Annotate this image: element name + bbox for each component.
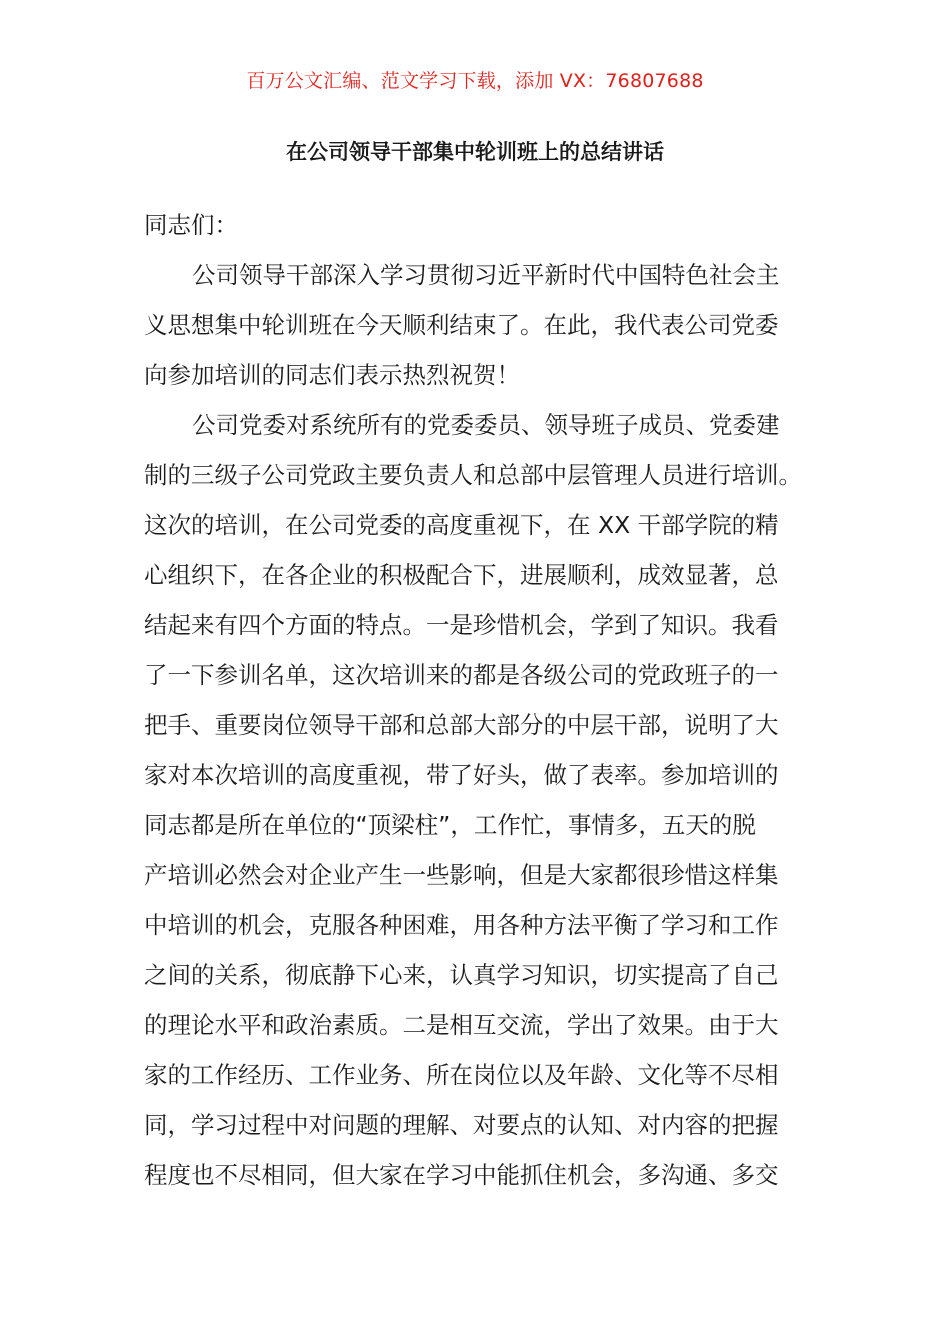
paragraph-line: 这次的培训，在公司党委的高度重视下，在 XX 干部学院的精	[144, 511, 779, 539]
paragraph-line: 家对本次培训的高度重视，带了好头，做了表率。参加培训的	[144, 761, 779, 789]
paragraph-line: 同志都是所在单位的“顶梁柱”，工作忙，事情多，五天的脱	[144, 811, 756, 839]
paragraph-line: 程度也不尽相同，但大家在学习中能抓住机会，多沟通、多交	[144, 1161, 779, 1189]
salutation-line: 同志们：	[144, 211, 238, 239]
document-title: 在公司领导干部集中轮训班上的总结讲话	[286, 140, 664, 164]
paragraph-line: 中培训的机会，克服各种困难，用各种方法平衡了学习和工作	[144, 911, 779, 939]
paragraph-line: 结起来有四个方面的特点。一是珍惜机会，学到了知识。我看	[144, 611, 779, 639]
paragraph-line: 把手、重要岗位领导干部和总部大部分的中层干部，说明了大	[144, 711, 779, 739]
paragraph-line: 产培训必然会对企业产生一些影响，但是大家都很珍惜这样集	[144, 861, 779, 889]
paragraph-line: 公司领导干部深入学习贯彻习近平新时代中国特色社会主	[192, 261, 780, 289]
paragraph-line: 了一下参训名单，这次培训来的都是各级公司的党政班子的一	[144, 661, 779, 689]
paragraph-line: 心组织下，在各企业的积极配合下，进展顺利，成效显著，总	[144, 561, 779, 589]
paragraph-line: 公司党委对系统所有的党委委员、领导班子成员、党委建	[192, 411, 780, 439]
paragraph-line: 的理论水平和政治素质。二是相互交流，学出了效果。由于大	[144, 1011, 779, 1039]
paragraph-line: 之间的关系，彻底静下心来，认真学习知识，切实提高了自己	[144, 961, 779, 989]
paragraph-line: 家的工作经历、工作业务、所在岗位以及年龄、文化等不尽相	[144, 1061, 779, 1089]
document-body	[144, 200, 814, 1200]
paragraph-line: 制的三级子公司党政主要负责人和总部中层管理人员进行培训。	[144, 461, 802, 489]
paragraph-line: 向参加培训的同志们表示热烈祝贺！	[144, 361, 520, 389]
paragraph-line: 同，学习过程中对问题的理解、对要点的认知、对内容的把握	[144, 1111, 779, 1139]
paragraph-line: 义思想集中轮训班在今天顺利结束了。在此，我代表公司党委	[144, 311, 779, 339]
watermark-header: 百万公文汇编、范文学习下载，添加 VX：76807688	[246, 70, 704, 92]
